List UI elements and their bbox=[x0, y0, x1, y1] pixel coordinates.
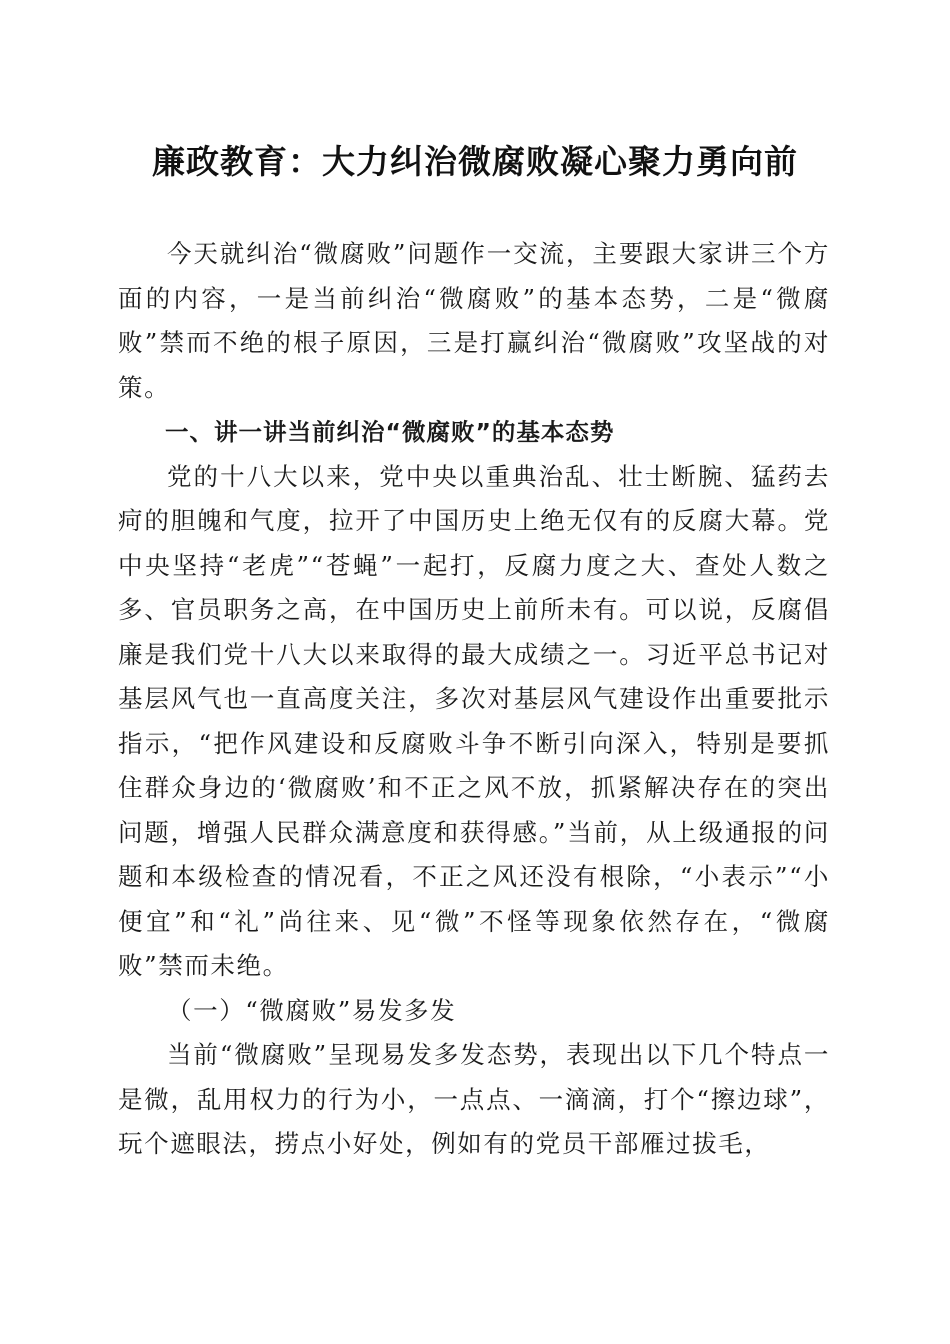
document-title: 廉政教育：大力纠治微腐败凝心聚力勇向前 bbox=[152, 142, 798, 181]
subsection-paragraph: 当前“微腐败”呈现易发多发态势，表现出以下几个特点一是微，乱用权力的行为小，一点点、一滴滴，打个“擦边球”，玩个遮眼法，捞点小好处，例如有的党员干部雁过拔毛， bbox=[118, 1040, 830, 1158]
section-heading: 一、讲一讲当前纠治“微腐败”的基本态势 bbox=[165, 418, 615, 446]
document-body bbox=[118, 232, 830, 1167]
section-paragraph: 党的十八大以来，党中央以重典治乱、壮士断腕、猛药去疴的胆魄和气度，拉开了中国历史上绝无仅有的反腐大幕。党中央坚持“老虎”“苍蝇”一起打，反腐力度之大、查处人数之多、官员职务之高，在中国历史上前所未有。可以说，反腐倡廉是我们党十八大以来取得的最大成绩之一。习近平总书记对基层风气也一直高度关注，多次对基层风气建设作出重要批示指示，“把作风建设和反腐败斗争不断引向深入，特别是要抓住群众身边的‘微腐败’和不正之风不放，抓紧解决存在的突出问题，增强人民群众满意度和获得感。”当前，从上级通报的问题和本级检查的情况看，不正之风还没有根除，“小表示”“小便宜”和“礼”尚往来、见“微”不怪等现象依然存在，“微腐败”禁而未绝。 bbox=[118, 461, 830, 980]
subsection-heading: （一）“微腐败”易发多发 bbox=[167, 995, 457, 1025]
intro-paragraph: 今天就纠治“微腐败”问题作一交流，主要跟大家讲三个方面的内容，一是当前纠治“微腐败”的基本态势，二是“微腐败”禁而不绝的根子原因，三是打赢纠治“微腐败”攻坚战的对策。 bbox=[118, 239, 830, 402]
